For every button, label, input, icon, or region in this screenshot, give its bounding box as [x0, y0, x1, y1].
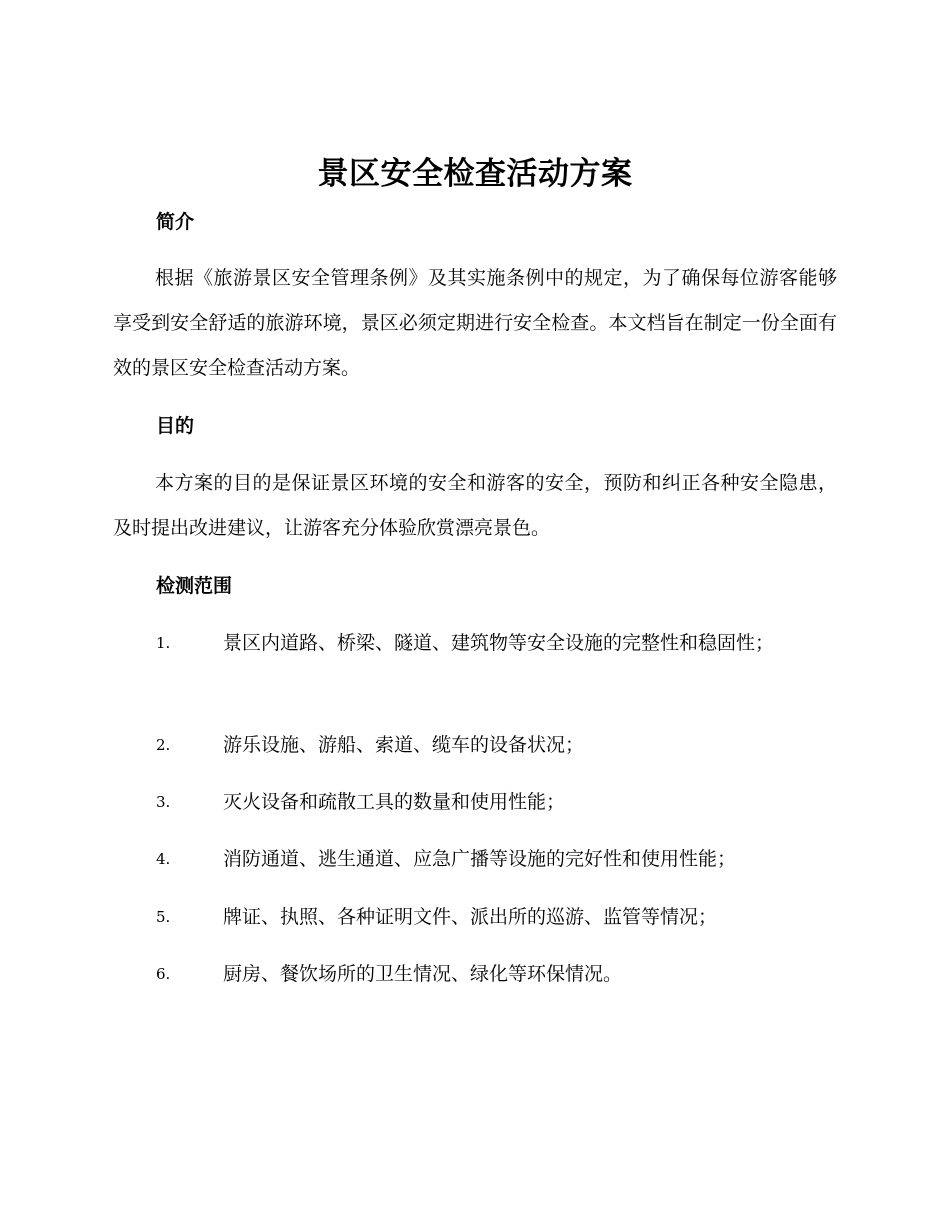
list-item-text: 消防通道、逃生通道、应急广播等设施的完好性和使用性能；	[223, 848, 737, 870]
list-item-number: 4.	[156, 850, 171, 868]
list-item	[113, 723, 837, 768]
intro-paragraph: 根据《旅游景区安全管理条例》及其实施条例中的规定，为了确保每位游客能够享受到安全舒适的旅游环境，景区必须定期进行安全检查。本文档旨在制定一份全面有效的景区安全检查活动方案。	[113, 267, 837, 379]
list-item-number: 3.	[156, 793, 171, 811]
list-item-text: 灭火设备和疏散工具的数量和使用性能；	[223, 791, 566, 813]
list-item	[113, 621, 837, 666]
section-heading-intro: 简介	[156, 211, 195, 233]
list-item-text: 厨房、餐饮场所的卫生情况、绿化等环保情况。	[223, 963, 623, 985]
list-item	[113, 952, 837, 997]
list-item-text: 游乐设施、游船、索道、缆车的设备状况；	[223, 734, 585, 756]
list-item-number: 6.	[156, 965, 171, 983]
section-heading-purpose: 目的	[156, 415, 195, 437]
list-item-number: 1.	[156, 634, 171, 652]
list-item	[113, 837, 837, 882]
list-item	[113, 780, 837, 825]
list-item-number: 2.	[156, 736, 171, 754]
list-item-text: 景区内道路、桥梁、隧道、建筑物等安全设施的完整性和稳固性；	[223, 632, 775, 654]
purpose-paragraph: 本方案的目的是保证景区环境的安全和游客的安全，预防和纠正各种安全隐患，及时提出改进建议，让游客充分体验欣赏漂亮景色。	[113, 472, 837, 539]
list-item-text: 牌证、执照、各种证明文件、派出所的巡游、监管等情况；	[223, 906, 718, 928]
document-title: 景区安全检查活动方案	[317, 156, 633, 192]
list-item-number: 5.	[156, 908, 171, 926]
list-item	[113, 895, 837, 940]
section-heading-scope: 检测范围	[156, 575, 233, 597]
